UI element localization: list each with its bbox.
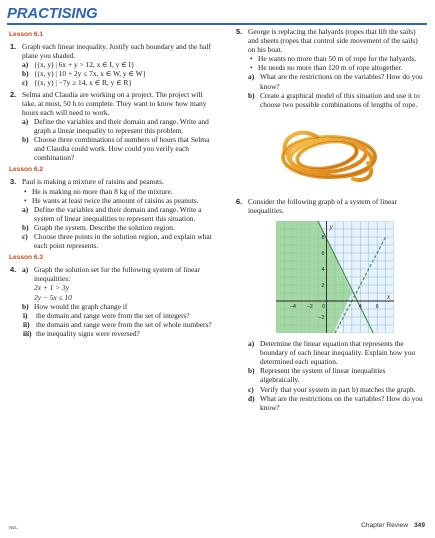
problem-3b xyxy=(22,223,215,232)
problem-4b xyxy=(22,302,215,311)
x-tick-label: −4 xyxy=(289,304,296,311)
bullet-item xyxy=(248,54,425,63)
problem-4a xyxy=(22,265,215,283)
x-axis-label: x xyxy=(387,293,391,302)
bullet-text: He wants no more than 50 m of rope for the halyards. xyxy=(258,54,417,64)
part-text: the domain and range were from the set of whole numbers? xyxy=(36,319,212,329)
problem-6-parts xyxy=(235,339,425,412)
part-label: b) xyxy=(248,366,255,376)
part-text: Graph the system. Describe the solution region. xyxy=(34,222,175,232)
problem-2-text: Selma and Claudia are working on a project. The project will take, at most, 50 h to complete. They want to know how many hours each will need to work. xyxy=(22,89,207,117)
problem-6c xyxy=(248,385,425,394)
problem-6b xyxy=(248,366,425,384)
bullet-text: He needs no more than 120 m of rope altogether. xyxy=(258,63,403,73)
part-text: Represent the system of linear inequalities algebraically. xyxy=(260,366,386,385)
part-label: i) xyxy=(23,310,28,320)
problem-5-text: George is replacing the halyards (ropes that lift the sails) and sheets (ropes that control side movement of the sails) on his boat. xyxy=(248,27,418,55)
part-label: a) xyxy=(22,60,29,70)
left-column xyxy=(9,27,215,340)
problem-number: 3. xyxy=(10,177,17,187)
problem-1b xyxy=(22,69,215,78)
inequality-1: 2x + 1 > 3y xyxy=(34,283,70,293)
problem-2 xyxy=(9,90,215,163)
part-text: Verify that your system in part b) matches the graph. xyxy=(260,384,416,394)
bullet-item xyxy=(22,196,215,205)
problem-3-text: Paul is making a mixture of raisins and peanuts. xyxy=(22,177,164,187)
problem-1a xyxy=(22,60,215,69)
problem-6a xyxy=(248,339,425,366)
x-tick-label: −2 xyxy=(306,304,313,311)
part-label: ii) xyxy=(23,319,30,329)
bullet-item xyxy=(248,63,425,72)
page-number: 349 xyxy=(413,522,425,529)
page-title: PRACTISING xyxy=(7,5,98,22)
right-column xyxy=(235,27,425,414)
coiled-rope-icon xyxy=(273,123,385,187)
title-rule xyxy=(7,23,427,25)
part-text: Create a graphical model of this situation and use it to choose two possible combinations of lengths of rope. xyxy=(260,90,420,109)
x-tick-label: 6 xyxy=(375,304,379,311)
problem-6-text: Consider the following graph of a system of linear inequalities. xyxy=(248,196,398,215)
part-text: Graph the solution set for the following system of linear inequalities: xyxy=(34,265,201,284)
x-tick-label: 4 xyxy=(358,304,362,311)
bullet-icon: • xyxy=(24,195,27,205)
part-label: a) xyxy=(22,265,29,275)
bullet-text: He is making no more than 8 kg of the mixture. xyxy=(32,186,173,196)
problem-number: 1. xyxy=(10,42,17,52)
problem-3 xyxy=(9,177,215,250)
problem-4 xyxy=(9,265,215,338)
publisher-mark: NEL xyxy=(9,525,18,530)
problem-4b-i xyxy=(22,311,215,320)
bullet-icon: • xyxy=(24,186,27,196)
part-label: b) xyxy=(22,301,29,311)
lesson-heading-6-2: Lesson 6.2 xyxy=(9,166,44,174)
bullet-item xyxy=(22,187,215,196)
part-text: What are the restrictions on the variables? How do you know? xyxy=(260,393,423,412)
part-label: b) xyxy=(22,135,29,145)
y-tick-label: 8 xyxy=(321,235,325,242)
x-tick-label: 0 xyxy=(322,304,326,311)
problem-2b xyxy=(22,135,215,162)
part-text: the domain and range were from the set of integers? xyxy=(36,310,190,320)
chapter-label: Chapter Review xyxy=(361,522,408,529)
problem-number: 5. xyxy=(236,27,243,36)
problem-4b-ii xyxy=(22,320,215,329)
problem-5a xyxy=(248,72,425,90)
part-label: c) xyxy=(22,231,28,241)
problem-3a xyxy=(22,205,215,223)
part-text: the inequality signs were reversed? xyxy=(36,328,140,338)
problem-number: 4. xyxy=(10,265,17,275)
part-label: b) xyxy=(248,90,255,100)
problem-5 xyxy=(235,27,425,109)
part-text: {(x, y) | 6x + y > 12, x ∈ I, y ∈ I} xyxy=(34,60,135,70)
part-label: iii) xyxy=(23,328,32,338)
problem-6 xyxy=(235,197,425,215)
part-text: {(x, y) | −7y ≥ 14, x ∈ R, y ∈ R} xyxy=(34,78,132,88)
problem-number: 6. xyxy=(236,196,243,206)
bullet-text: He wants at least twice the amount of raisins as peanuts. xyxy=(32,195,199,205)
inequality-2: 2y − 5x ≤ 10 xyxy=(34,292,72,302)
part-text: What are the restrictions on the variables? How do you know? xyxy=(260,72,423,91)
y-tick-label: −2 xyxy=(318,315,325,322)
y-axis-label: y xyxy=(329,223,333,232)
part-label: b) xyxy=(22,222,29,232)
lesson-heading-6-1: Lesson 6.1 xyxy=(9,31,44,38)
problem-1c xyxy=(22,78,215,87)
part-label: c) xyxy=(248,384,254,394)
problem-4b-iii xyxy=(22,329,215,338)
part-label: a) xyxy=(248,72,255,82)
part-label: c) xyxy=(22,78,28,88)
part-text: Determine the linear equation that represents the boundary of each linear inequality. Explain how you determined each equation. xyxy=(260,339,416,367)
part-text: {(x, y) | 10 + 2y ≤ 7x, x ∈ W, y ∈ W} xyxy=(34,69,147,79)
inequality-graph xyxy=(276,221,394,333)
problem-3c xyxy=(22,232,215,250)
page-footer xyxy=(361,521,425,530)
problem-6d xyxy=(248,394,425,412)
part-label: a) xyxy=(22,204,29,214)
y-tick-label: 2 xyxy=(321,283,325,290)
problem-2a xyxy=(22,117,215,135)
y-tick-label: 6 xyxy=(321,251,325,258)
part-text: Choose three combinations of numbers of hours that Selma and Claudia could work. How could you verify each combination? xyxy=(34,135,210,163)
lesson-heading-6-3: Lesson 6.3 xyxy=(9,254,44,262)
part-text: Choose three points in the solution region, and explain what each point represents. xyxy=(34,231,212,251)
y-tick-label: 4 xyxy=(321,267,325,274)
bullet-icon: • xyxy=(250,63,253,73)
part-label: a) xyxy=(248,339,255,349)
problem-1 xyxy=(9,42,215,87)
problem-1-text: Graph each linear inequality. Justify each boundary and the half plane you shaded. xyxy=(22,42,211,61)
part-text: How would the graph change if xyxy=(34,301,128,311)
graph-canvas xyxy=(276,221,394,333)
rope-image xyxy=(273,123,385,187)
bullet-icon: • xyxy=(250,54,253,64)
problem-5b xyxy=(248,91,425,109)
problem-number: 2. xyxy=(10,89,17,99)
part-label: d) xyxy=(248,393,255,403)
part-text: Define the variables and their domain and range. Write a system of linear inequalities to represent this situation. xyxy=(34,204,202,223)
part-text: Define the variables and their domain and range. Write and graph a linear inequality to represent this problem. xyxy=(34,116,209,135)
part-label: b) xyxy=(22,69,29,79)
part-label: a) xyxy=(22,116,29,126)
